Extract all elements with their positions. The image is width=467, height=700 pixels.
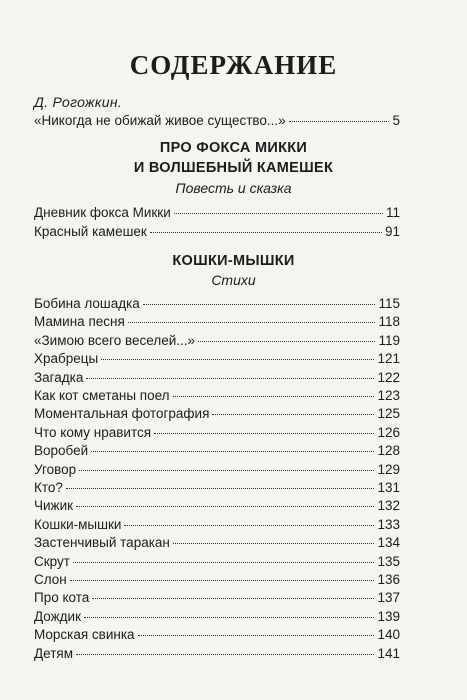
entry-title: Слон (34, 572, 67, 587)
dot-leader (198, 341, 375, 342)
toc-entry (34, 646, 400, 661)
entry-title: Как кот сметаны поел (34, 388, 170, 403)
section-1-subtitle: Повесть и сказка (175, 180, 292, 196)
toc-entry (34, 351, 400, 366)
toc-entry (34, 370, 400, 385)
dot-leader (101, 359, 374, 360)
dot-leader (128, 322, 376, 323)
entry-page: 118 (378, 314, 400, 330)
toc-entry (34, 609, 400, 624)
toc-entry (34, 498, 400, 513)
entry-page: 129 (377, 461, 400, 477)
dot-leader (76, 654, 374, 655)
entry-page: 123 (377, 388, 400, 403)
entry-page: 126 (377, 424, 400, 440)
dot-leader (66, 488, 375, 489)
toc-entry (34, 627, 400, 642)
entry-page: 5 (392, 113, 400, 128)
entry-page: 134 (377, 535, 400, 551)
entry-page: 128 (377, 443, 400, 459)
entry-title: Чижик (34, 498, 74, 514)
entry-title: Мамина песня (34, 314, 125, 330)
dot-leader (173, 396, 375, 397)
dot-leader (91, 451, 374, 452)
dot-leader (92, 598, 374, 599)
dot-leader (143, 304, 376, 305)
entry-page: 122 (377, 369, 400, 385)
toc-entry (34, 205, 400, 220)
entry-page: 136 (377, 572, 400, 587)
entry-title: Про кота (34, 590, 90, 606)
entry-page: 131 (377, 480, 400, 495)
dot-leader (124, 525, 374, 526)
toc-entry (34, 333, 400, 348)
dot-leader (84, 617, 374, 618)
entry-page: 137 (377, 590, 400, 606)
entry-title: Загадка (34, 369, 84, 385)
dot-leader (154, 433, 374, 434)
toc-entry-intro (34, 113, 400, 128)
entry-page: 115 (378, 296, 400, 311)
toc-entry (34, 480, 400, 495)
toc-entry (34, 590, 400, 605)
dot-leader (86, 378, 374, 379)
toc-entry (34, 462, 400, 477)
toc-entry (34, 443, 400, 458)
dot-leader (73, 562, 375, 563)
entry-title: Красный камешек (34, 224, 147, 239)
section-1-title-line2: И ВОЛШЕБНЫЙ КАМЕШЕК (133, 160, 334, 176)
entry-page: 140 (377, 627, 400, 643)
dot-leader (212, 414, 374, 415)
entry-title: Храбрецы (34, 351, 99, 367)
entry-title: Дневник фокса Микки (34, 205, 171, 220)
entry-title: «Зимою всего веселей...» (34, 332, 196, 348)
page-title: СОДЕРЖАНИЕ (129, 50, 338, 80)
entry-page: 121 (377, 351, 400, 367)
dot-leader (289, 121, 390, 122)
entry-page: 119 (378, 332, 400, 348)
dot-leader (70, 580, 375, 581)
dot-leader (76, 506, 374, 507)
entry-page: 135 (377, 553, 400, 569)
toc-entry (34, 517, 400, 532)
entry-page: 141 (377, 645, 400, 661)
entry-title: Бобина лошадка (34, 296, 140, 311)
toc-entry (34, 224, 400, 239)
entry-page: 91 (384, 224, 400, 239)
toc-entry (34, 554, 400, 569)
entry-page: 132 (377, 498, 400, 514)
entry-page: 133 (377, 516, 400, 532)
entry-title: Детям (34, 645, 73, 661)
entry-page: 139 (377, 608, 400, 624)
entry-title: Что кому нравится (34, 424, 152, 440)
toc-entry (34, 572, 400, 587)
entry-title: Кошки-мышки (34, 516, 122, 532)
section-2-title: КОШКИ-МЫШКИ (172, 253, 295, 269)
dot-leader (138, 635, 375, 636)
toc-entry (34, 388, 400, 403)
dot-leader (173, 543, 375, 544)
entry-page: 11 (385, 205, 400, 220)
dot-leader (150, 232, 382, 233)
entry-page: 125 (377, 406, 400, 422)
entry-title: Кто? (34, 480, 63, 495)
entry-title: Застенчивый таракан (34, 535, 170, 551)
toc-entry (34, 296, 400, 311)
toc-entry (34, 425, 400, 440)
toc-entry (34, 535, 400, 550)
toc-entry (34, 406, 400, 421)
author-name: Д. Рогожкин. (34, 94, 123, 110)
entry-title: Дождик (34, 608, 82, 624)
entry-title: Воробей (34, 443, 89, 459)
section-2-subtitle: Стихи (211, 272, 256, 288)
entry-title: Уговор (34, 461, 77, 477)
entry-title: Морская свинка (34, 627, 135, 643)
toc-entry (34, 314, 400, 329)
section-1-title-line1: ПРО ФОКСА МИККИ (159, 140, 308, 156)
dot-leader (174, 213, 383, 214)
dot-leader (79, 470, 374, 471)
entry-title: Скрут (34, 553, 70, 569)
entry-title: Моментальная фотография (34, 406, 210, 422)
entry-title: «Никогда не обижай живое существо...» (34, 113, 286, 128)
